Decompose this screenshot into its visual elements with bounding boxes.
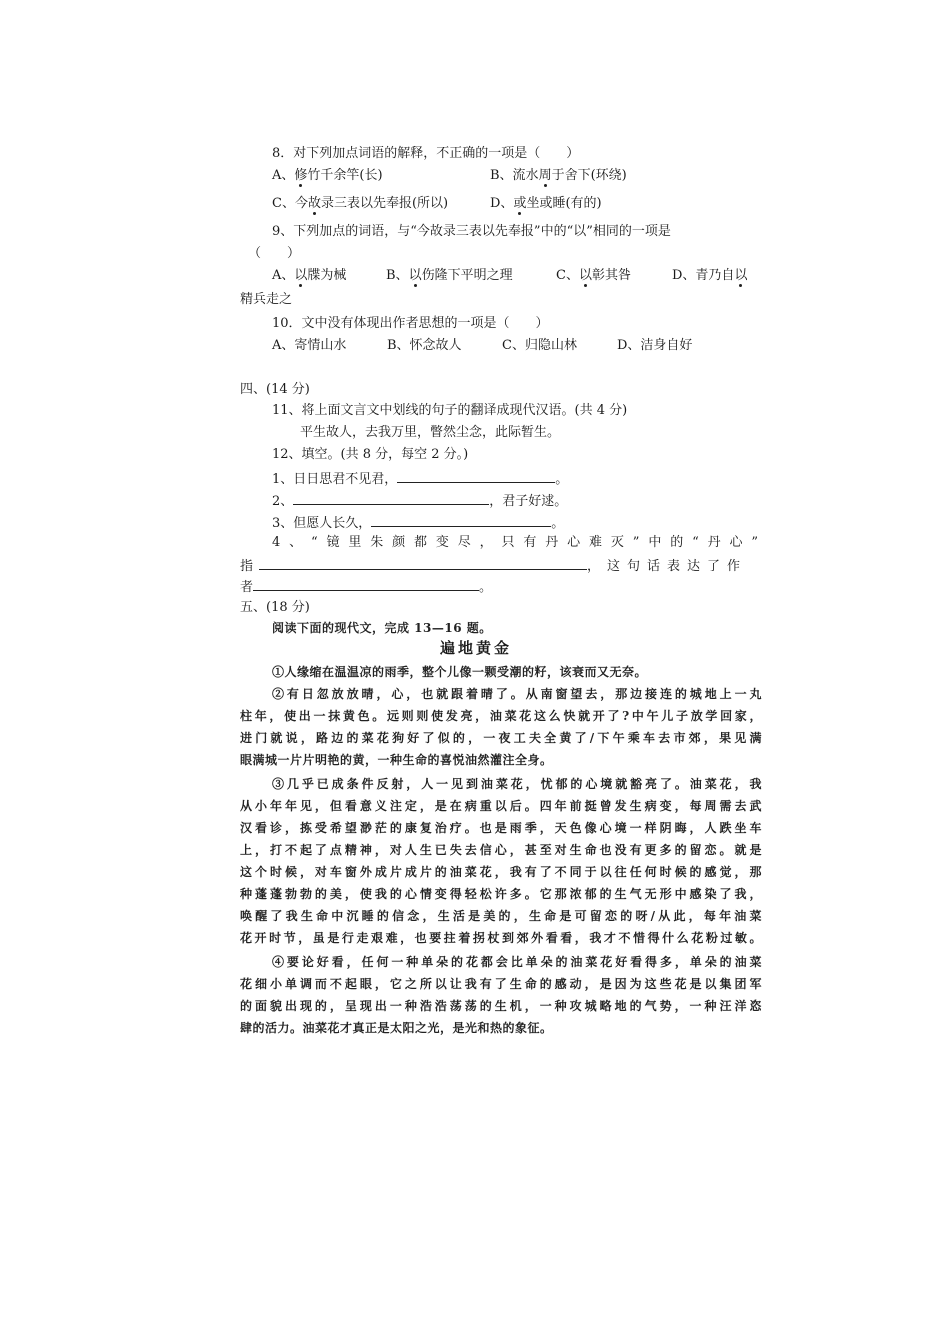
article-paragraph-1: ①人缘缩在温温凉的雨季，整个儿像一颗受潮的籽，该衰而又无奈。 — [272, 665, 648, 679]
fill-3-end: 。 — [551, 516, 565, 531]
q8-option-a — [272, 168, 383, 184]
q9-a-text: 牒为械 — [307, 268, 347, 283]
fill-1-text: 1、日日思君不见君， — [272, 472, 398, 487]
q8-b-dotted-word: 周 — [538, 168, 552, 183]
q8-b-label: B、流水 — [490, 168, 539, 183]
article-paragraph-4-line: 的面貌出现的，呈现出一种浩浩荡荡的生机，一种攻城略地的气势，一种汪洋恣 — [240, 999, 762, 1013]
fill-2-answer-blank[interactable] — [293, 492, 489, 505]
q9-c-text: 彰其咎 — [591, 268, 631, 283]
fill-1-end: 。 — [555, 472, 569, 487]
q9-a-label: A、 — [272, 268, 295, 283]
article-paragraph-4-line: 花细小单调而不起眼，它之所以让我有了生命的感动，是因为这些花是以集团军 — [240, 977, 762, 991]
q10-stem: 10．文中没有体现出作者思想的一项是（ ） — [272, 316, 549, 331]
fill-3-text: 3、但愿人长久， — [272, 516, 372, 531]
q9-option-a — [272, 268, 386, 284]
article-paragraph-4-line: 肆的活力。油菜花才真正是太阳之光，是光和热的象征。 — [240, 1021, 553, 1035]
q8-d-label: D、 — [490, 196, 514, 211]
article-paragraph-4-line: ④要论好看，任何一种单朵的花都会比单朵的油菜花好看得多，单朵的油菜 — [272, 955, 762, 969]
article-paragraph-3-line: 唤醒了我生命中沉睡的信念，生活是美的，生命是可留恋的呀/从此，每年油菜 — [240, 909, 762, 923]
fill-blank-2 — [272, 492, 567, 510]
q8-a-dotted-word: 修 — [294, 168, 308, 183]
fill-2-label: 2、 — [272, 494, 294, 509]
fill-4-zhe: 者 — [240, 580, 254, 595]
q8-option-b — [490, 168, 627, 184]
q8-c-dotted-word: 故 — [307, 196, 321, 211]
q10-option-d: D、洁身自好 — [617, 338, 693, 353]
article-paragraph-3-line: 汉看诊，拣受希望渺茫的康复治疗。也是雨季，天色像心境一样阴晦，人跌坐车 — [240, 821, 762, 835]
fill-blank-4-line3 — [240, 578, 492, 596]
fill-1-answer-blank[interactable] — [397, 470, 555, 483]
article-paragraph-2-line: 进门就说，路边的菜花狗好了似的，一夜工夫全黄了/下午乘车去市郊，果见满 — [240, 731, 762, 745]
q8-d-text: 坐或睡(有的) — [526, 196, 602, 211]
q8-option-d — [490, 196, 602, 212]
fill-4-answer-blank-1[interactable] — [259, 557, 587, 570]
q9-a-dotted-word: 以 — [294, 268, 308, 283]
article-paragraph-3-line: 花开时节，虽是行走艰难，也要拄着拐杖到郊外看看，我才不惜得什么花粉过敏。 — [240, 931, 762, 945]
article-paragraph-3-line: 从小年年见，但看意义注定，是在病重以后。四年前挺曾发生病变，每周需去武 — [240, 799, 762, 813]
q10-option-b: B、怀念故人 — [387, 338, 462, 353]
article-paragraph-3-line: ③几乎已成条件反射，人一见到油菜花，忧郁的心境就豁亮了。油菜花，我 — [272, 777, 762, 791]
q9-b-dotted-word: 以 — [408, 268, 422, 283]
q9-option-c — [556, 268, 672, 284]
fill-blank-3 — [272, 514, 564, 532]
fill-blank-1 — [272, 470, 568, 488]
article-paragraph-2-line: 柱年，使出一抹黄色。远则则使发亮，油菜花这么快就开了?中午儿子放学回家， — [240, 709, 762, 723]
q8-option-c — [272, 196, 448, 212]
q8-b-text: 于舍下(环绕) — [551, 168, 627, 183]
q9-c-label: C、 — [556, 268, 579, 283]
q8-c-text: 录三表以先奉报(所以) — [320, 196, 449, 211]
fill-3-answer-blank[interactable] — [371, 514, 551, 527]
article-paragraph-2-line: 眼满城一片片明艳的黄，一种生命的喜悦油然灌注全身。 — [240, 753, 553, 767]
fill-2-text: ，君子好逑。 — [489, 494, 568, 509]
section-5-heading: 五、(18 分) — [240, 600, 310, 615]
fill-blank-4-line2 — [240, 557, 760, 575]
section-4-heading: 四、(14 分) — [240, 382, 310, 397]
q12-stem: 12、填空。(共 8 分，每空 2 分。) — [272, 447, 469, 462]
q9-d-dotted-word: 以 — [734, 268, 748, 283]
article-paragraph-2-line: ②有日忽放放晴，心，也就跟着晴了。从南窗望去，那边接连的城地上一丸 — [272, 687, 762, 701]
fill-4-zhi: 指 — [240, 559, 254, 574]
q9-option-b — [386, 268, 556, 284]
fill-4-answer-blank-2[interactable] — [253, 578, 479, 591]
fill-blank-4-stem: 4、“镜里朱颜都变尽，只有丹心难灭”中的“丹心” — [272, 535, 758, 550]
q11-sentence: 平生故人，去我万里，瞥然尘念，此际暂生。 — [300, 425, 561, 440]
q9-b-text: 伤隆下平明之理 — [421, 268, 513, 283]
q9-c-dotted-word: 以 — [578, 268, 592, 283]
q11-stem: 11、将上面文言文中划线的句子的翻译成现代汉语。(共 4 分) — [272, 403, 628, 418]
q9-answer-paren: （ ） — [248, 246, 301, 261]
q8-stem: 8．对下列加点词语的解释，不正确的一项是（ ） — [272, 146, 580, 161]
fill-4-end: 。 — [479, 580, 493, 595]
article-paragraph-3-line: 这个时候，对车窗外成片成片的油菜花，我有了不同于以往任何时候的感觉，那 — [240, 865, 762, 879]
article-paragraph-3-line: 种蓬蓬勃勃的美，使我的心情变得轻松许多。它那浓郁的生气无形中感染了我， — [240, 887, 762, 901]
q9-b-label: B、 — [386, 268, 409, 283]
article-title: 遍地黄金 — [440, 639, 513, 657]
q8-a-text: 竹千余竿(长) — [307, 168, 383, 183]
q8-a-label: A、 — [272, 168, 295, 183]
fill-4-text: ，这句话表达了作 — [587, 559, 748, 574]
q10-option-a: A、寄情山水 — [272, 338, 347, 353]
article-paragraph-3-line: 上，打不起了点精神，对人生已失去信心，甚至对生命也没有更多的留恋。就是 — [240, 843, 762, 857]
q9-d-label: D、青乃自 — [672, 268, 735, 283]
q9-options — [272, 268, 762, 284]
q9-stem: 9、下列加点的词语，与“今故录三表以先奉报”中的“以”相同的一项是 — [272, 224, 671, 239]
q9-option-d — [672, 268, 747, 284]
section-5-instruction: 阅读下面的现代文，完成 13—16 题。 — [272, 621, 492, 635]
q10-options — [272, 338, 692, 354]
q10-option-c: C、归隐山林 — [502, 338, 577, 353]
q8-c-label: C、今 — [272, 196, 308, 211]
q9-option-d-continued: 精兵走之 — [240, 292, 293, 307]
q8-d-dotted-word: 或 — [513, 196, 527, 211]
